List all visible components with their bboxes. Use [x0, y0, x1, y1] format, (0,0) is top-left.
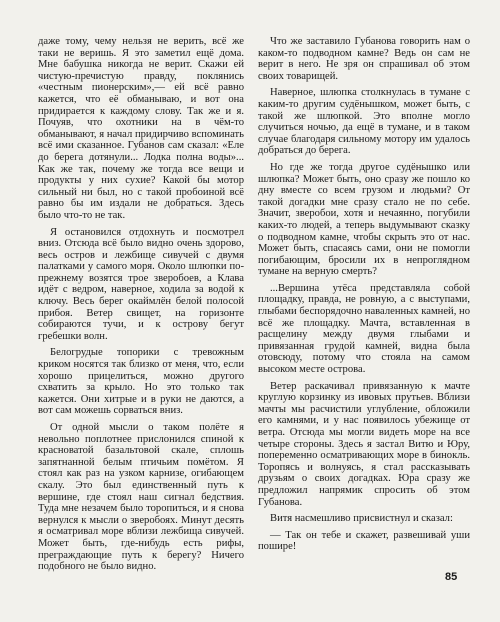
page-number: 85	[445, 571, 458, 583]
paragraph: Но где же тогда другое судёнышко или шлюпка? Может быть, оно сразу же пошло ко дну вместе со всем грузом и людьми? От такой догадки мне сразу стало не по себе. Значит, зверобои, хотя и нечаянно, погубили каких-то людей, а теперь выдумывают сказку о подводном камне, чтобы скрыть это от нас. Может быть, спасаясь сами, они не помогли погибающим, бросили их в непроглядном тумане на верную смерть?	[258, 161, 470, 278]
left-text-column	[38, 36, 244, 573]
paragraph: Я остановился отдохнуть и посмотрел вниз. Отсюда всё было видно очень здорово, весь остров и лежбище сивучей с двумя палатками у самого моря. Около шлюпки по-прежнему возятся трое зверобоев, а Клава идёт с ведром, наверное, ходила за водой к ключу. Весь берег окаймлён белой полосой прибоя. Ветер свищет, на горизонте собираются тучи, и к острову бегут гребешки волн.	[38, 226, 244, 342]
paragraph: Ветер раскачивал привязанную к мачте круглую корзинку из ивовых прутьев. Вблизи мачты мы расчистили углубление, обложили его камнями, и у нас появилось убежище от ветра. Отсюда мы могли видеть море на все четыре стороны. Здесь я застал Витю и Юру, попеременно осматривающих море в бинокль. Торопясь и волнуясь, я стал рассказывать друзьям о своих догадках. Юра сразу же предложил напрямик спросить об этом Губанова.	[258, 380, 470, 508]
paragraph: ...Вершина утёса представляла собой площадку, правда, не ровную, а с выступами, глыбами беспорядочно наваленных камней, но всё же площадку. Мачта, вставленная в расщелину между двумя глыбами и привязанная грудой камней, видна была отовсюду, потому что стояла на самом высоком месте острова.	[258, 282, 470, 376]
paragraph: Белогрудые топорики с тревожным криком носятся так близко от меня, что, если хорошо прицелиться, можно другого схватить за крыло. Но это только так кажется. Они хитрые и в руки не даются, а вот сам можешь сорваться вниз.	[38, 347, 244, 417]
paragraph: даже тому, чему нельзя не верить, всё же таки не веришь. Я это заметил ещё дома. Мне бабушка никогда не верит. Скажи ей чистую-пречистую правду, поклянись «честным пионерским»,— ей всё равно кажется, что её обманываю, и вот она придирается к каждому слову. Так же и я. Почуяв, что охотники на в чём-то обманывают, я начал придирчиво вспоминать всё ими сказанное. Губанов сам сказал: «Еле до берега дотянули... Лодка полна воды»... Как же так, почему же тогда все вещи и продукты у них сухие? Какой бы мотор сильный ни был, но с такой пробоиной всё равно бы им издали не добраться. Здесь было что-то не так.	[38, 36, 244, 221]
paragraph: Что же заставило Губанова говорить нам о каком-то подводном камне? Ведь он сам не верит в него. Не зря он спрашивал об этом своих товарищей.	[258, 36, 470, 82]
paragraph: — Так он тебе и скажет, развешивай уши пошире!	[258, 529, 470, 553]
right-text-column	[258, 36, 470, 553]
paragraph: От одной мысли о таком полёте я невольно поплотнее прислонился спиной к красноватой базальтовой скале, сплошь запятнанной белым птичьим помётом. Я стоял как раз на узком карнизе, огибающем скалу. Это был единственный путь к вершине, где стоял наш сигнал бедствия. Туда мне незачем было торопиться, и я снова вернулся к мысли о зверобоях. Минут десять я осматривал море вблизи лежбища сивучей. Может быть, где-нибудь есть рифы, преграждающие путь к берегу? Ничего подобного не было видно.	[38, 422, 244, 573]
paragraph: Витя насмешливо присвистнул и сказал:	[270, 513, 453, 525]
paragraph: Наверное, шлюпка столкнулась в тумане с каким-то другим судёнышком, может быть, с такой же шлюпкой. Это вполне могло случиться ночью, да ещё в тумане, и в таком случае благодаря сильному мотору им удалось добраться до берега.	[258, 87, 470, 157]
